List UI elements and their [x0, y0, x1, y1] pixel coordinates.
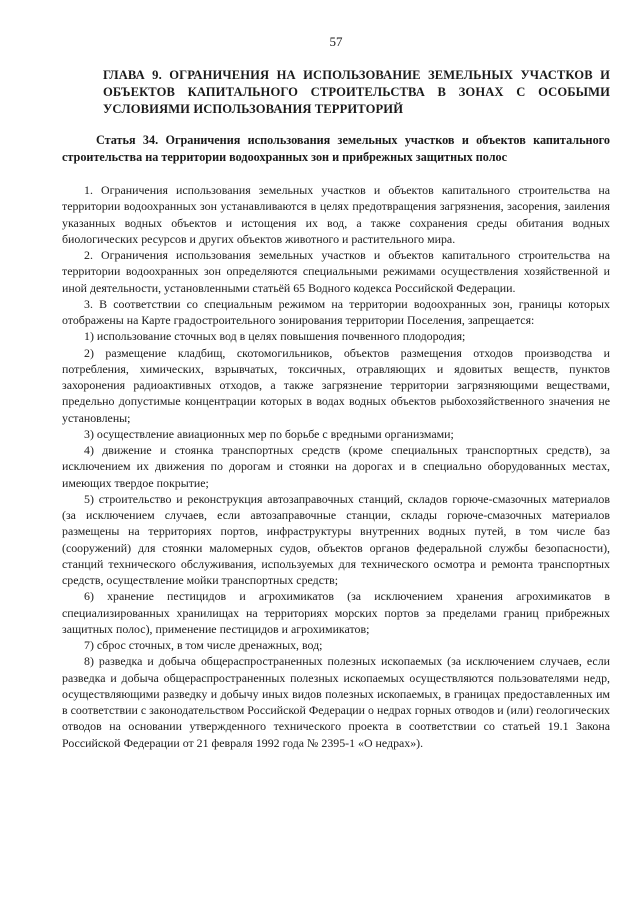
paragraph-3: 3. В соответствии со специальным режимом на территории водоохранных зон, границы которых отображены на Карте градостроительного зонирования территории Поселения, запрещается: [62, 296, 610, 327]
list-item-6: 6) хранение пестицидов и агрохимикатов (за исключением хранения агрохимикатов в специализированных хранилищах на территориях морских портов за пределами границ прибрежных защитных полос), применение пестицидов и агрохимикатов; [62, 589, 610, 636]
list-item-8: 8) разведка и добыча общераспространенных полезных ископаемых (за исключением случаев, если разведка и добыча общераспространенных полезных ископаемых осуществляются пользователями недр, осуществляющими разведку и добычу иных видов полезных ископаемых, в границах предоставленных им в соответствии с законодательством Российской Федерации о недрах горных отводов и (или) геологических отводов на основании утвержденного технического проекта в соответствии со статьей 19.1 Закона Российской Федерации от 21 февраля 1992 года № 2395-1 «О недрах»). [62, 654, 610, 750]
list-item-1: 1) использование сточных вод в целях повышения почвенного плодородия; [84, 329, 466, 344]
list-item-2: 2) размещение кладбищ, скотомогильников, объектов размещения отходов производства и потребления, химических, взрывчатых, токсичных, отравляющих и ядовитых веществ, пунктов захоронения радиоактивных отходов, а также загрязнение территории загрязняющими веществами, предельно допустимые концентрации которых в водах водных объектов рыбохозяйственного значения не установлены; [62, 345, 610, 425]
list-item-7: 7) сброс сточных, в том числе дренажных, вод; [84, 638, 323, 652]
chapter-title: ГЛАВА 9. ОГРАНИЧЕНИЯ НА ИСПОЛЬЗОВАНИЕ ЗЕМЕЛЬНЫХ УЧАСТКОВ И ОБЪЕКТОВ КАПИТАЛЬНОГО СТРОИТЕЛЬСТВА В ЗОНАХ С ОСОБЫМИ УСЛОВИЯМИ ИСПОЛЬЗОВАНИЯ ТЕРРИТОРИЙ [103, 68, 610, 116]
paragraph-1: 1. Ограничения использования земельных участков и объектов капитального строительства на территории водоохранных зон устанавливаются в целях предотвращения загрязнения, засорения, заиления указанных водных объектов и истощения их вод, а также сохранения среды обитания водных биологических ресурсов и других объектов животного и растительного мира. [62, 183, 610, 246]
document-body [62, 182, 610, 751]
paragraph-2: 2. Ограничения использования земельных участков и объектов капитального строительства на территории водоохранных зон определяются специальными режимами осуществления хозяйственной и иной деятельности, установленными статьёй 65 Водного кодекса Российской Федерации. [62, 248, 610, 295]
list-item-4: 4) движение и стоянка транспортных средств (кроме специальных транспортных средств), за исключением их движения по дорогам и стоянки на дорогах и в специально оборудованных местах, имеющих твердое покрытие; [62, 443, 610, 490]
article-title: Статья 34. Ограничения использования земельных участков и объектов капитального строительства на территории водоохранных зон и прибрежных защитных полос [62, 133, 610, 164]
list-item-3: 3) осуществление авиационных мер по борьбе с вредными организмами; [84, 426, 454, 441]
page-number: 57 [329, 34, 343, 49]
list-item-5: 5) строительство и реконструкция автозаправочных станций, складов горюче-смазочных материалов (за исключением случаев, если автозаправочные станции, склады горюче-смазочных материалов размещены на территориях портов, инфраструктуры внутренних водных путей, в том числе баз (сооружений) для стоянки маломерных судов, объектов органов федеральной службы безопасности), станций технического обслуживания, используемых для технического осмотра и ремонта транспортных средств, осуществление мойки транспортных средств; [62, 491, 610, 587]
